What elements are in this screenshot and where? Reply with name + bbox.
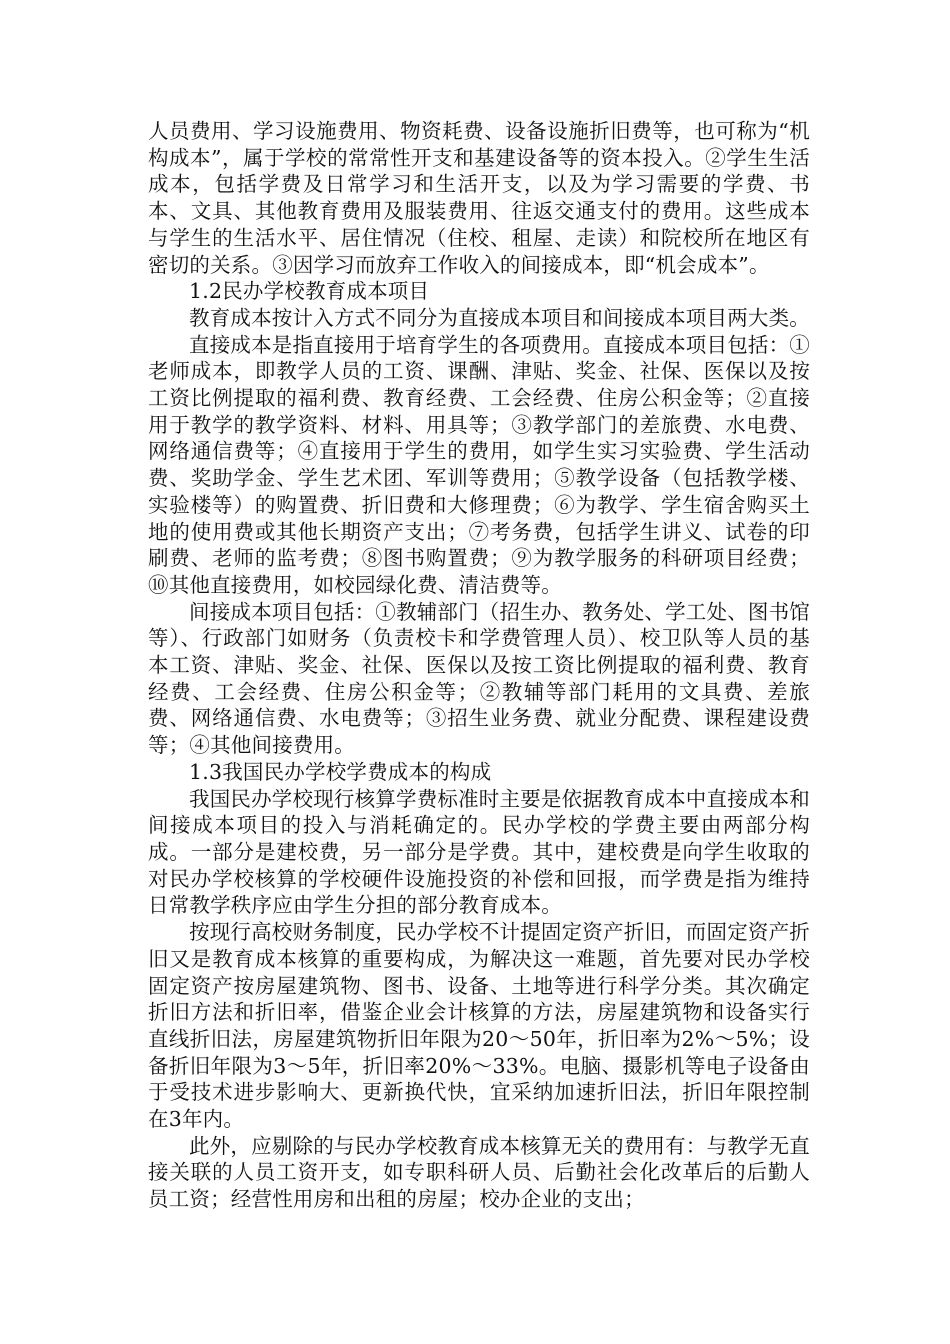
- paragraph-cost-categories: 教育成本按计入方式不同分为直接成本项目和间接成本项目两大类。: [189, 305, 810, 330]
- section-heading-1-3: 1.3我国民办学校学费成本的构成: [189, 759, 492, 784]
- paragraph-tuition-composition: 我国民办学校现行核算学费标准时主要是依据教育成本中直接成本和间接成本项目的投入与消耗确定的。民办学校的学费主要由两部分构成。一部分是建校费，另一部分是学费。其中，建校费是向学生收取的对民办学校核算的学校硬件设施投资的补偿和回报，而学费是指为维持日常教学秩序应由学生分担的部分教育成本。: [148, 786, 810, 918]
- paragraph-direct-costs: 直接成本是指直接用于培育学生的各项费用。直接成本项目包括：①老师成本，即教学人员的工资、课酬、津贴、奖金、社保、医保以及按工资比例提取的福利费、教育经费、工会经费、住房公积金等；②直接用于教学的教学资料、材料、用具等；③教学部门的差旅费、水电费、网络通信费等；④直接用于学生的费用，如学生实习实验费、学生活动费、奖助学金、学生艺术团、军训等费用；⑤教学设备（包括教学楼、实验楼等）的购置费、折旧费和大修理费；⑥为教学、学生宿舍购买土地的使用费或其他长期资产支出；⑦考务费，包括学生讲义、试卷的印刷费、老师的监考费；⑧图书购置费；⑨为教学服务的科研项目经费；⑩其他直接费用，如校园绿化费、清洁费等。: [148, 332, 810, 597]
- paragraph-indirect-costs: 间接成本项目包括：①教辅部门（招生办、教务处、学工处、图书馆等）、行政部门如财务（负责校卡和学费管理人员）、校卫队等人员的基本工资、津贴、奖金、社保、医保以及按工资比例提取的福利费、教育经费、工会经费、住房公积金等；②教辅等部门耗用的文具费、差旅费、网络通信费、水电费等；③招生业务费、就业分配费、课程建设费等；④其他间接费用。: [148, 599, 810, 758]
- paragraph-excluded-costs: 此外，应剔除的与民办学校教育成本核算无关的费用有：与教学无直接关联的人员工资开支，如专职科研人员、后勤社会化改革后的后勤人员工资；经营性用房和出租的房屋；校办企业的支出；: [148, 1133, 810, 1212]
- paragraph-institutional-cost: 人员费用、学习设施费用、物资耗费、设备设施折旧费等，也可称为“机构成本”，属于学校的常常性开支和基建设备等的资本投入。②学生生活成本，包括学费及日常学习和生活开支，以及为学习需要的学费、书本、文具、其他教育费用及服装费用、往返交通支付的费用。这些成本与学生的生活水平、居住情况（住校、租屋、走读）和院校所在地区有密切的关系。③因学习而放弃工作收入的间接成本，即“机会成本”。: [148, 119, 810, 277]
- paragraph-depreciation: 按现行高校财务制度，民办学校不计提固定资产折旧，而固定资产折旧又是教育成本核算的重要构成，为解决这一难题，首先要对民办学校固定资产按房屋建筑物、图书、设备、土地等进行科学分类。其次确定折旧方法和折旧率，借鉴企业会计核算的方法，房屋建筑物和设备实行直线折旧法，房屋建筑物折旧年限为20～50年，折旧率为2%～5%；设备折旧年限为3～5年，折旧率20%～33%。电脑、摄影机等电子设备由于受技术进步影响大、更新换代快，宜采纳加速折旧法，折旧年限控制在3年内。: [148, 920, 810, 1132]
- section-heading-1-2: 1.2民办学校教育成本项目: [189, 279, 430, 304]
- document-body: [148, 118, 810, 1213]
